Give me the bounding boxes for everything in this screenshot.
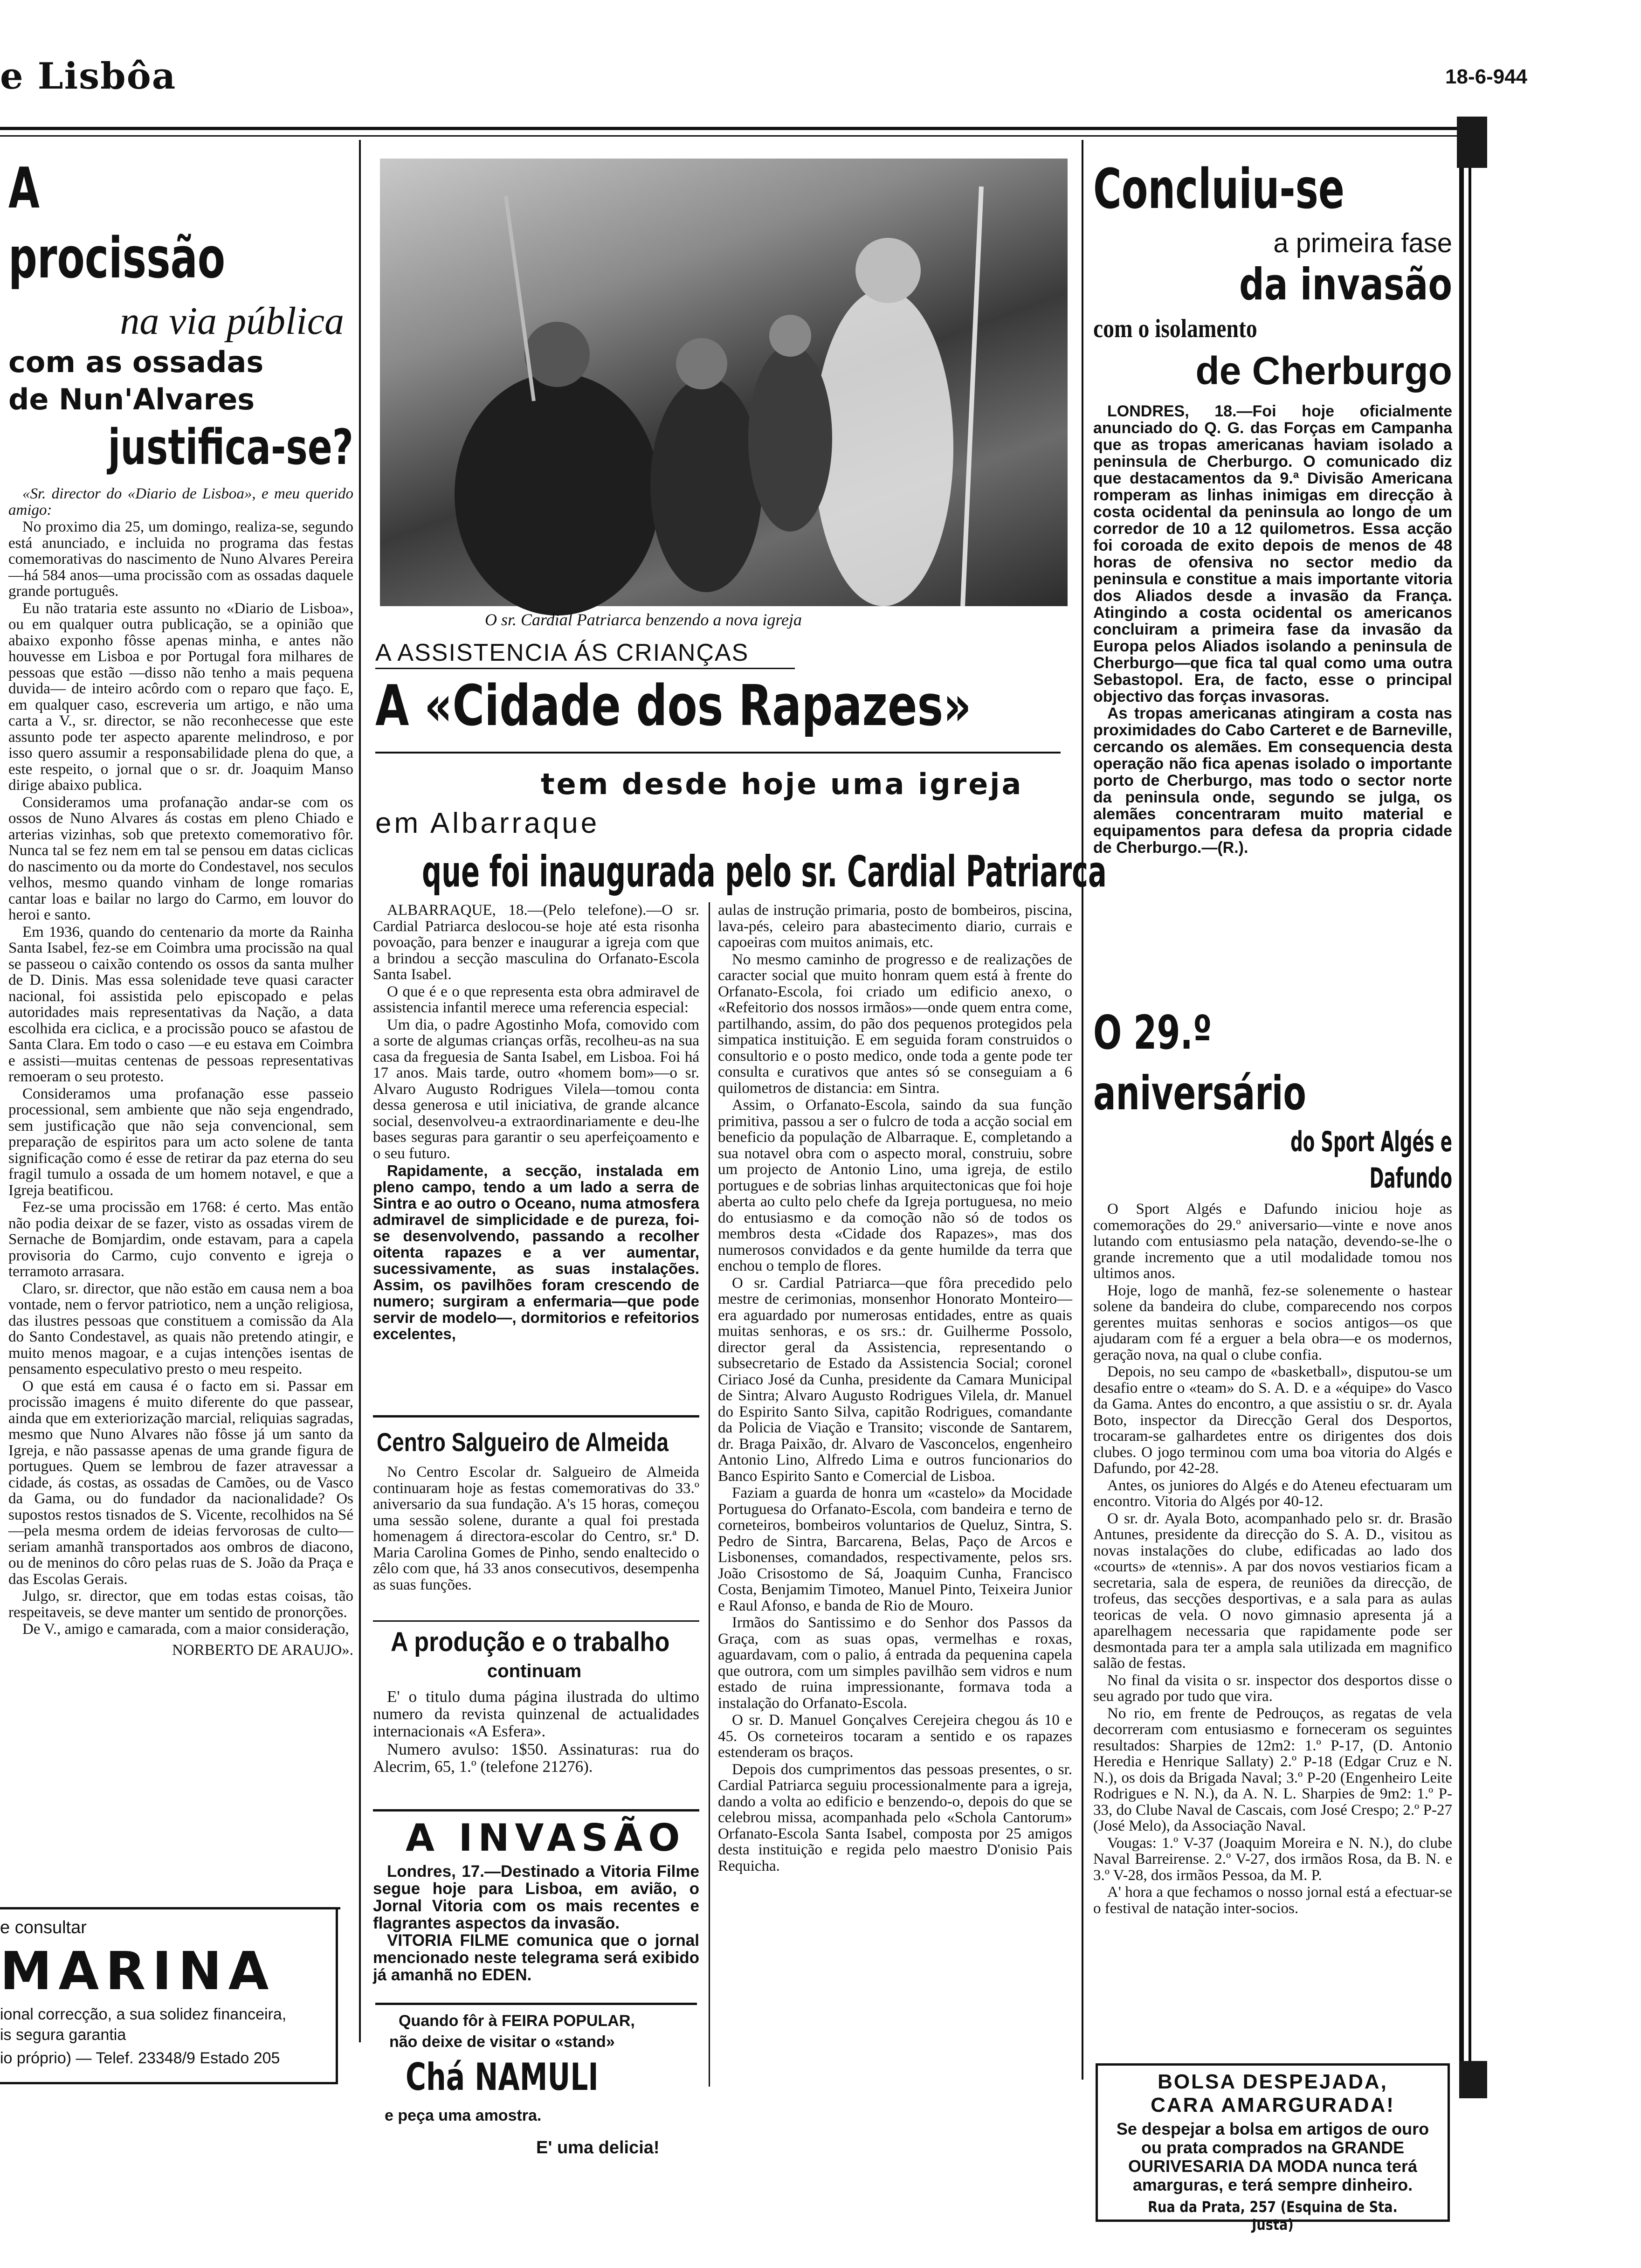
paragraph: Eu não trataria este assunto no «Diario de Lisboa», ou em qualquer outra publicação, se a opinião que abaixo exponho fôsse apenas minha, e antes não houvesse em Lisboa e por Portugal fora milhares de pessoas que estão —disso não tenho a mais pequena duvida— de inteiro acôrdo com o reparo que faço. E, em qualquer caso, escreveria um artigo, e não uma carta a V., sr. director, se não reconhecesse que este assunto pode ter aspecto aparente melindroso, e por isso quero assumir a responsabilidade plena do que, a este respeito, o jornal que o sr. dr. Joaquim Manso dirige abaixo publica. [8,600,353,794]
salutation: «Sr. director do «Diario de Lisboa», e meu querido amigo: [8,485,353,519]
left-title-italic: na via pública [120,299,344,343]
headline: A «Cidade dos Rapazes» [375,674,972,739]
paragraph: No rio, em frente de Pedrouços, as regatas de vela decorreram com entusiasmo e forneceram os seguintes resultados: Sharpies de 12m2: 1.º P-17, (D. Antonio Heredia e Henrique Sallaty) 2.º P-18 (Edgar Cruz e N. N.), os dois da Brigada Naval; 3.º P-20 (Engenheiro Leite Rodrigues e N. N.), da A. N. L. Sharpies de 9m2: 1.º P-33, do Clube Naval de Cascais, com José Crespo; 2.º P-27 (José Melo), da Associação Naval. [1093,1705,1452,1834]
paragraph: No final da visita o sr. inspector dos desportos disse o seu agrado por tudo que vira. [1093,1672,1452,1705]
paragraph: Assim, o Orfanato-Escola, saindo da sua função primitiva, passou a ser o fulcro de toda a acção social em beneficio da população de Albarraque. E, completando a sua notavel obra com o aspecto moral, construiu, sobre um projecto de Antonio Lino, uma igreja, de estilo portugues e de sobrias linhas arquitectonicas que foi hoje aberta ao culto pelo chefe da Igreja portuguesa, no meio do entusiasmo e da comoção não só de todos os membros desta «Cidade dos Rapazes», mas dos numerosos convidados e da gente humilde da terra que enchou o templo de flores. [718,1097,1072,1274]
ad-line: io próprio) — Telef. 23348/9 Estado 205 [0,2049,280,2067]
bolsa-address: Rua da Prata, 257 (Esquina de Sta. Justa) [1148,2198,1398,2233]
ad-border [336,1907,338,2084]
paragraph-bold: VITORIA FILME comunica que o jornal mencionado neste telegrama será exibido já amanhã no EDEN. [373,1931,699,1984]
paragraph: Depois, no seu campo de «basketball», disputou-se um desafio entre o «team» do S. A. D. e a «équipe» do Vasco da Gama. Antes do encontro, a que assistiu o sr. dr. Ayala Boto, inspector da Direcção Geral dos Desportos, trocaram-se galhardetes entre os dirigentes dos dois clubes. O jogo terminou com uma boa vitoria do Algés e Dafundo, por 42-28. [1093,1363,1452,1477]
paragraph: O sr. Cardial Patriarca—que fôra precedido pelo mestre de cerimonias, monsenhor Honorato Monteiro—era aguardado por numerosas entidades, entre as quais muitas senhoras, e os srs.: dr. Guilherme Possolo, director geral da Assistencia, representando o subsecretario de Estado da Assistencia Social; coronel Ciriaco José da Cunha, presidente da Camara Municipal de Sintra; Alvaro Augusto Rodrigues Vilela, dr. Manuel do Espirito Santo Silva, capitão Rodrigues, comandante da Policia de Viação e Transito; visconde de Santarem, dr. Braga Paixão, dr. Alvaro de Vasconcelos, engenheiro Antonio Lino, Alfredo Lima e outros funcionarios do Banco Espirito Santo e Comercial de Lisboa. [718,1274,1072,1485]
paragraph: Antes, os juniores do Algés e do Ateneu efectuaram um encontro. Vitoria do Algés por 40-12. [1093,1477,1452,1510]
ad-line: ional correcção, a sua solidez financeira, [0,2005,287,2023]
paragraph: O sr. dr. Ayala Boto, acompanhado pelo sr. dr. Brasão Antunes, presidente da direcção do S. A. D., visitou as novas instalações do clube, edificadas ao lado dos «courts» de «tennis». A par dos novos vestiarios ficam a secretaria, sala de espera, de reuniões da direcção, de trofeus, das secções desportivas, e a sala para as aulas teoricas de vela. O novo gimnasio apresenta já a aparelhagem necessaria que rapidamente pode ser desmontada para ter a ampla sala utilizada em magnifico salão de festas. [1093,1510,1452,1672]
paragraph: Faziam a guarda de honra um «castelo» da Mocidade Portuguesa do Orfanato-Escola, com bandeira e terno de corneteiros, bombeiros voluntarios de Queluz, Sintra, S. Pedro de Sintra, Barcarena, Belas, Paço de Arcos e Lisbonenses, comandados, respectivamente, pelos srs. João Crisostomo de Sá, Joaquim Cunha, Francisco Costa, Benjamim Timoteo, Manuel Pinto, Teixeira Junior e Raul Afonso, e banda de Rio de Mouro. [718,1485,1072,1614]
issue-date: 18-6-944 [1445,65,1528,88]
paragraph: Fez-se uma procissão em 1768: é certo. Mas então não podia deixar de se fazer, visto as ossadas virem de Sernache de Bomjardim, onde estavam, para a capela provisoria do Carmo, cujo convento e igreja o terramoto arrasara. [8,1199,353,1280]
cha-line: não deixe de visitar o «stand» [389,2033,615,2051]
marina-ad [0,1916,338,2084]
right-title-line: de Cherburgo [1195,349,1452,393]
paragraph: Um dia, o padre Agostinho Mofa, comovido com a sorte de algumas crianças orfãs, recolheu-as na sua casa da freguesia de Santa Isabel, em Lisboa. Foi há 17 anos. Mais tarde, outro «homem bom»—o sr. Alvaro Augusto Rodrigues Vilela—tomou conta dessa generosa e util iniciativa, de grande alcance social, desenvolveu-a extraordinariamente e deu-lhe bases seguras para garantir o seu aperfeiçoamento e o seu futuro. [373,1016,699,1162]
left-article [8,154,353,1926]
right-title-line: com o isolamento [1093,314,1257,343]
bolsa-text: Se despejar a bolsa em artigos de ouro ou prata comprados na GRANDE OURIVESARIA DA MODA nunca terá amarguras, e terá sempre dinheiro. [1116,2119,1429,2194]
section-rule [373,1620,699,1622]
left-title: A procissão [8,156,226,291]
paragraph: No proximo dia 25, um domingo, realiza-se, segundo está anunciado, e incluida no programa das festas comemorativas do nascimento de Nuno Alvares Pereira—há 584 anos—uma procissão com as ossadas daquele grande português. [8,519,353,600]
producao-subtitle: continuam [487,1661,582,1681]
cha-line: E' uma delicia! [536,2138,660,2157]
paragraph-bold: LONDRES, 18.—Foi hoje oficialmente anunciado do Q. G. das Forças em Campanha que as tropas americanas haviam isolado a peninsula de Cherburgo. O comunicado diz que destacamentos da 9.ª Divisão Americana romperam as linhas inimigas em direcção à costa ocidental da peninsula ao longo de um corredor de 10 a 12 quilometros. Essa acção foi coroada de exito depois de menos de 48 horas de ofensiva no sector medio da peninsula e constitue a mais importante vitoria dos Aliados desde a invasão da França. Atingindo a costa ocidental os americanos concluiram a primeira fase da invasão da Europa pelos Aliados isolando a peninsula de Cherburgo—que fica tal qual como uma outra Sebastopol. Era, de facto, esse o principal objectivo das forças invasoras. [1093,402,1452,705]
paragraph: Em 1936, quando do centenario da morte da Rainha Santa Isabel, fez-se em Coimbra uma procissão na qual se passeou o caixão contendo os ossos da santa mulher de D. Dinis. Mas essa solenidade teve quasi caracter nacional, foi assistida pelo episcopado e pelas autoridades mais representativas da Nação, a data escolhida era ciclica, e a procissão pouco se afastou de Santa Clara. Em todo o caso —e eu estava em Coimbra e assisti—muitas centenas de pessoas representativas remoeram o seu protesto. [8,923,353,1085]
ad-top-rule [0,1907,340,1909]
ad-brand: MARINA [0,1941,276,2002]
center-column-b [718,902,1072,2087]
left-title-line: com as ossadas [8,345,264,379]
paragraph: Consideramos uma profanação esse passeio processional, sem ambiente que não seja engendrado, sem justificação que não seja convencional, sem preparação de espiritos para um acto solene de tanta significação como é esse de retirar da paz eterna do seu fragil tumulo a ossada de um homem notavel, e que a Igreja beatificou. [8,1085,353,1199]
right-title-line: da invasão [1239,259,1452,310]
paragraph-bold: Londres, 17.—Destinado a Vitoria Filme segue hoje para Lisboa, em avião, o Jornal Vitoria com os mais recentes e flagrantes aspectos da invasão. [373,1862,699,1932]
paragraph-bold: As tropas americanas atingiram a costa nas proximidades do Cabo Carteret e de Barneville, cercando os alemães. Em consequencia desta operação não fica apenas isolado o importante porto de Cherburgo, mas todo o sector norte da peninsula onde, segundo se julga, os alemães concentraram muito material e equipamentos para defesa da propria cidade de Cherburgo.—(R.). [1093,705,1452,857]
cardinal-photo [380,159,1068,606]
bolsa-headline: CARA AMARGURADA! [1151,2094,1395,2116]
header-rule [0,127,1482,130]
paragraph: De V., amigo e camarada, com a maior consideração, [22,1621,349,1638]
paragraph: O que é e o que representa esta obra admiravel de assistencia infantil merece uma referencia especial: [373,983,699,1016]
cha-line: e peça uma amostra. [385,2107,542,2124]
kicker: A ASSISTENCIA ÁS CRIANÇAS [375,639,749,666]
section-rule [373,1809,699,1812]
right-title: Concluiu-se [1093,157,1345,221]
headline-rule [375,752,1061,754]
subhead: tem desde hoje uma igreja [541,767,1023,801]
anniversary-title: O 29.º aniversário [1093,1005,1306,1120]
ad-line: is segura garantia [0,2026,126,2044]
salgueiro-title: Centro Salgueiro de Almeida [377,1427,669,1457]
ad-line: e consultar [0,1918,87,1937]
paragraph: A' hora a que fechamos o nosso jornal está a efectuar-se o festival de natação inter-socios. [1093,1884,1452,1917]
bolsa-headline: BOLSA DESPEJADA, [1158,2070,1388,2093]
header-rule-thin [0,135,1482,137]
column-rule [1082,140,1083,2080]
invasao-title: A INVASÃO [406,1816,686,1860]
paragraph: No mesmo caminho de progresso e de realizações de caracter social que muito honram quem está à frente do Orfanato-Escola, foi criado um edificio anexo, o «Refeitorio dos nossos irmãos»—onde quem entra come, partilhando, assim, do pão dos pequenos protegidos pela simpatica instituição. E em seguida foram construidos o consultorio e o posto medico, onde toda a gente pode ter consulta e curativos que antes só se conseguiam a 6 quilometros de distancia: em Sintra. [718,951,1072,1097]
paragraph: Consideramos uma profanação andar-se com os ossos de Nuno Alvares ás costas em pleno Chiado e arterias vizinhas, sob que pretexto comemorativo fôr. Nunca tal se fez nem em tal se pensou em datas ciclicas do nascimento ou da morte do Condestavel, nos seculos velhos, mesmo quando vinham de longe romarias cantar loas e bailar no largo do Carmo, em louvor do heroi e santo. [8,794,353,923]
paragraph: E' o titulo duma página ilustrada do ultimo numero da revista quinzenal de actualidades internacionais «A Esfera». [373,1687,699,1740]
cha-line: Quando fôr à FEIRA POPULAR, [399,2012,635,2030]
invasao-text [373,1863,699,1998]
newspaper-name: e Lisbôa [0,55,177,97]
paragraph: O sr. D. Manuel Gonçalves Cerejeira chegou ás 10 e 45. Os corneteiros tocaram a sentido e os rapazes estenderam os braços. [718,1712,1072,1761]
ad-bottom-rule [0,2082,338,2084]
paragraph-bold: Rapidamente, a secção, instalada em pleno campo, tendo a um lado a serra de Sintra e ao outro o Oceano, numa atmosfera admiravel de simplicidade e de pureza, foi-se desenvolvendo, passando a recolher oitenta rapazes e a ver aumentar, sucessivamente, as suas instalações. Assim, os pavilhões foram crescendo de numero; surgiram a enfermaria—que pode servir de modelo—, dormitorios e refeitorios excelentes, [373,1162,699,1342]
right-article [1093,154,1452,993]
paragraph: No Centro Escolar dr. Salgueiro de Almeida continuaram hoje as festas comemorativas do 33.º aniversario da sua fundação. A's 15 horas, começou uma sessão solene, durante a qual foi prestada homenagem á directora-escolar do Centro, sr.ª D. Maria Carolina Gomes de Pinho, sendo enaltecido o zêlo com que, há 33 anos consecutivos, desempenha as suas funções. [373,1464,699,1593]
corner-ornament [1459,2061,1487,2098]
salgueiro-text [373,1464,699,1618]
corner-ornament [1457,117,1487,168]
subhead: em Albarraque [375,807,600,839]
paragraph: Vougas: 1.º V-37 (Joaquim Moreira e N. N.), do clube Naval Barreirense. 2.º V-27, dos irmãos Rosa, da B. N. e 3.º V-28, dos irmãos Pessoa, da M. P. [1093,1834,1452,1884]
paragraph: O Sport Algés e Dafundo iniciou hoje as comemorações do 29.º aniversario—vinte e nove anos lutando com entusiasmo pela natação, devendo-se-lhe o grande incremento que a util modalidade tomou nos ultimos anos. [1093,1201,1452,1282]
ad-rule [375,2003,697,2005]
right-title-line: a primeira fase [1273,228,1452,258]
paragraph: Irmãos do Santissimo e do Senhor dos Passos da Graça, com as suas opas, vermelhas e roxas, aguardavam, com o palio, á entrada da pequenina capela que outrora, com um simples pavilhão sem vidros e num estado de ruina impressionante, formava toda a instalação do Orfanato-Escola. [718,1614,1072,1712]
column-rule [709,902,710,2087]
column-rule [1469,168,1471,2089]
anniversary-subtitle: do Sport Algés e Dafundo [1290,1126,1452,1195]
column-rule [359,140,361,2042]
anniversary-article [1093,1003,1452,2061]
left-title-line: de Nun'Alvares [8,382,255,416]
paragraph: ALBARRAQUE, 18.—(Pelo telefone).—O sr. Cardial Patriarca deslocou-se hoje até esta risonha povoação, para benzer e inaugurar a igreja com que a brindou a secção masculina do Orfanato-Escola Santa Isabel. [373,902,699,983]
paragraph: O que está em causa é o facto em si. Passar em procissão imagens é muito diferente do que passear, ainda que em exteriorização marcial, reliquias sagradas, mesmo que Nuno Alvares não fôsse já um santo da Igreja, e não passasse apenas de uma grande figura de portugues. Quem se lembrou de fazer atravessar a cidade, ás costas, as ossadas de Camões, ou de Vasco da Gama, ou do fundador da nacionalidade? Os supostos restos tisnados de S. Vicente, recolhidos na Sé—pela mesma ordem de ideias fervorosas de culto—seriam amanhã transportados aos ombros de diacono, ou de meninos do côro pelas ruas de S. João da Praça e das Escolas Gerais. [8,1377,353,1588]
column-rule [1459,168,1464,2089]
paragraph: Julgo, sr. director, que em todas estas coisas, tão respeitaveis, se deve manter um sentido de pronorções. [8,1588,353,1621]
photo-caption: O sr. Cardial Patriarca benzendo a nova igreja [485,610,802,629]
paragraph: Claro, sr. director, que não estão em causa nem a boa vontade, nem o fervor patriotico, nem a unção religiosa, das ilustres pessoas que constituem a comissão da Ala do Santo Condestavel, as quais não pretendo atingir, e muito menos magoar, e a cujas intenções isentas de pensamento especulativo presto o meu respeito. [8,1280,353,1377]
bolsa-ad-content [1100,2070,1445,2233]
producao-title: A produção e o trabalho [391,1627,670,1657]
paragraph: Hoje, logo de manhã, fez-se solenemente o hastear solene da bandeira do clube, comparecendo nos corpos gerentes muitas senhoras e socios antigos—os que ajudaram com fé a erguer a bela obra—e os modernos, geração nova, na qual o clube confia. [1093,1282,1452,1363]
subhead-main: que foi inaugurada pelo sr. Cardial Patriarca [422,847,1107,897]
producao-text [373,1688,699,1809]
paragraph: Numero avulso: 1$50. Assinaturas: rua do Alecrim, 65, 1.º (telefone 21276). [373,1740,699,1776]
photo-figures [380,159,1068,606]
kicker-rule [375,668,795,669]
left-title-question: justifica-se? [108,419,353,476]
cha-brand: Chá NAMULI [406,2055,599,2099]
paragraph: aulas de instrução primaria, posto de bombeiros, piscina, lava-pés, celeiro para abastecimento diario, currais e capoeiras com muitos animais, etc. [718,902,1072,951]
center-column-a [373,902,699,1406]
section-rule [373,1415,699,1418]
signature: NORBERTO DE ARAUJO». [172,1641,353,1659]
paragraph: Depois dos cumprimentos das pessoas presentes, o sr. Cardial Patriarca seguiu processionalmente para a igreja, dando a volta ao edificio e benzendo-o, depois do que se celebrou missa, acompanhada pelo «Schola Cantorum» Orfanato-Escola Santa Isabel, composta por 25 amigos desta instituição e regida pelo maestro D'onisio Pais Requicha. [718,1761,1072,1874]
